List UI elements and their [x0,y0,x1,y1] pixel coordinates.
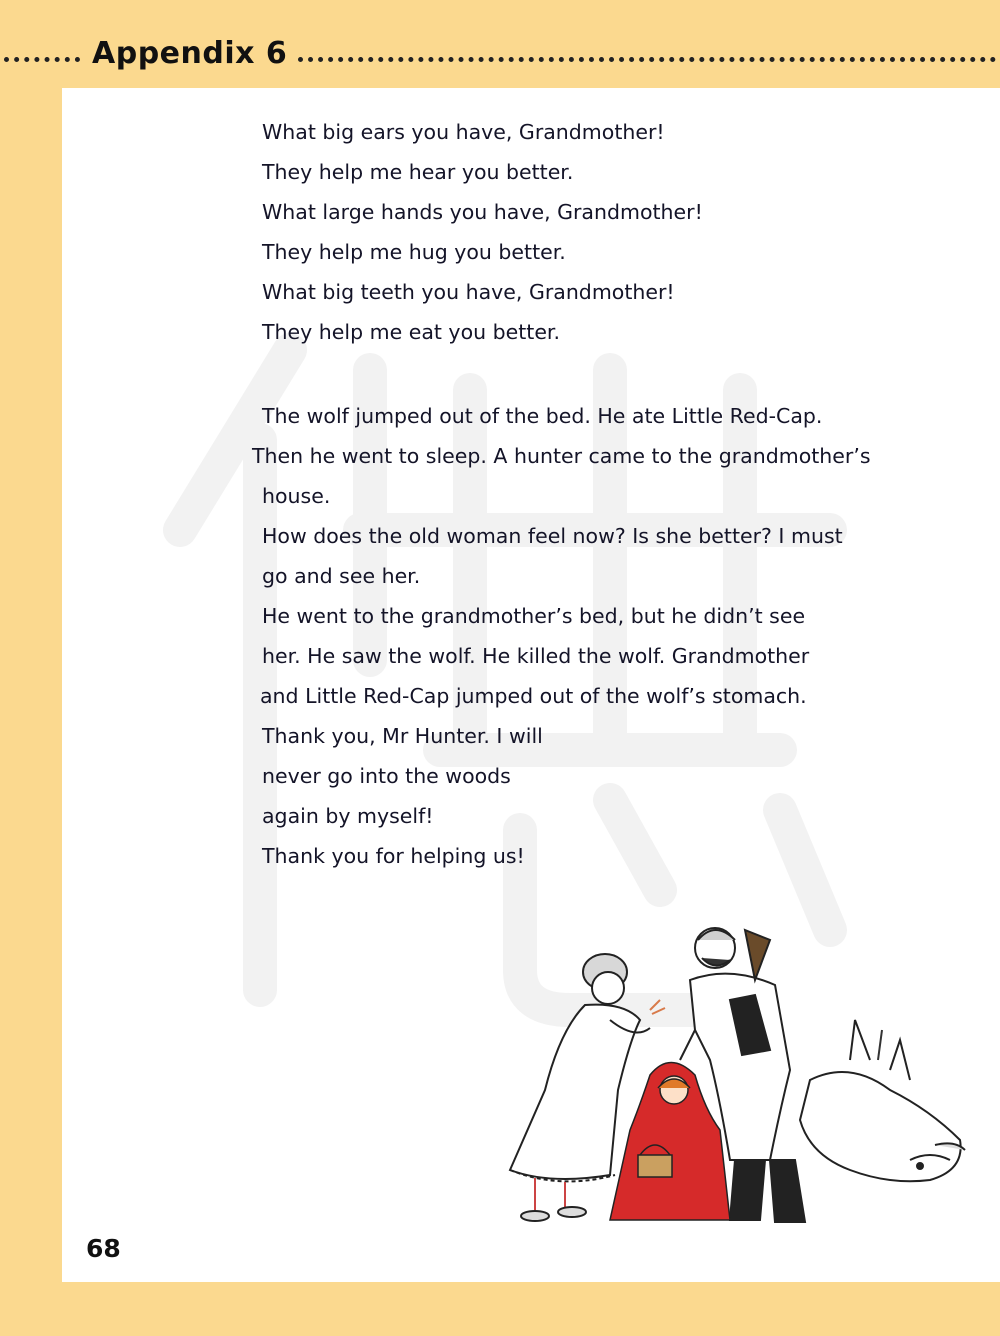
speech-text: never go into the woods [262,764,511,788]
speech-text: her. He saw the wolf. He killed the wolf. Grandmother [262,644,810,668]
speech-text: They help me hug you better. [262,240,566,264]
little-red-cap-figure [610,1063,730,1221]
speech-text: again by myself! [262,804,434,828]
speech-text: Then he went to sleep. A hunter came to the grandmother’s [252,444,871,468]
speech-text: The wolf jumped out of the bed. He ate Little Red-Cap. [262,404,823,428]
header-dots-left [4,57,80,62]
speech-text: How does the old woman feel now? Is she better? I must [262,524,843,548]
page-title: Appendix 6 [92,36,288,71]
speech-text: house. [262,484,331,508]
speech-text: and Little Red-Cap jumped out of the wolf’s stomach. [260,684,807,708]
page-number: 68 [86,1234,121,1263]
page-header [0,30,1000,86]
red-cap-hunter-illustration-icon [490,910,980,1240]
header-dots-right [298,57,996,62]
speech-text: Thank you, Mr Hunter. I will [262,724,543,748]
speech-text: What big teeth you have, Grandmother! [262,280,675,304]
speech-text: go and see her. [262,564,421,588]
speech-text: They help me hear you better. [262,160,574,184]
speech-text: He went to the grandmother’s bed, but he didn’t see [262,604,806,628]
speech-text: They help me eat you better. [262,320,560,344]
speech-text: What big ears you have, Grandmother! [262,120,665,144]
speech-text: What large hands you have, Grandmother! [262,200,703,224]
speech-text: Thank you for helping us! [262,844,525,868]
wolf-figure [800,1020,965,1181]
